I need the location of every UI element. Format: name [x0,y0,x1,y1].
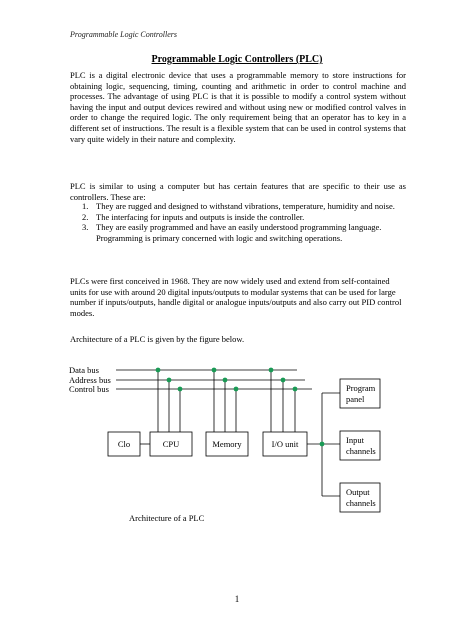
list-number: 3. [82,222,89,233]
junction-dot [212,368,217,373]
list-text: They are rugged and designed to withstand vibrations, temperature, humidity and noise. [96,201,395,211]
control-bus-label: Control bus [69,384,109,394]
running-header: Programmable Logic Controllers [70,30,177,39]
output-label-line1: Output [346,487,370,497]
program-label-line2: panel [346,394,365,404]
junction-dot [178,387,183,392]
page-title: Programmable Logic Controllers (PLC) [151,54,323,65]
memory-label: Memory [212,439,242,449]
junction-dot [269,368,274,373]
architecture-intro: Architecture of a PLC is given by the figure below. [70,334,245,344]
io-unit-label: I/O unit [271,439,299,449]
output-label-line2: channels [346,498,376,508]
list-number: 1. [82,201,89,211]
program-label-line1: Program [346,383,376,393]
input-label-line1: Input [346,435,364,445]
junction-dot [167,378,172,383]
figure-caption: Architecture of a PLC [129,513,205,523]
junction-dot [320,442,325,447]
page-number: 1 [234,594,240,604]
junction-dot [281,378,286,383]
history-paragraph: PLCs were first conceived in 1968. They are now widely used and extend from self-contained units for use with around 20 digital inputs/outputs to modular systems that can be used for large number if inputs/outputs, handle digital or analogue inputs/outputs and also carry out PID control modes. [70,276,402,318]
junction-dot [156,368,161,373]
clock-label: Clo [117,439,131,449]
junction-dot [223,378,228,383]
input-label-line2: channels [346,446,376,456]
intro-paragraph: PLC is a digital electronic device that uses a programmable memory to store instructions for obtaining logic, sequencing, timing, counting and arithmetic in order to control machine and processes. The advantage of using PLC is that it is possible to modify a control system without having the input and output devices rewired and without using new or modified control valves in order to change the required logic. The only requirement being that an operator has to key in a different set of instructions. The result is a flexible system that can be used in control systems that vary quite widely in their nature and complexity. [70,70,406,144]
list-text: The interfacing for inputs and outputs is inside the controller. [96,211,305,222]
cpu-label: CPU [162,439,180,449]
list-text: They are easily programmed and have an easily understood programming language. Programming is primary concerned with logic and switching operations. [96,222,382,243]
bus-junctions [156,368,325,447]
list-number: 2. [82,211,89,222]
junction-dot [234,387,239,392]
similar-paragraph: PLC is similar to using a computer but has certain features that are specific to their use as controllers. These are: [70,181,406,202]
address-bus-label: Address bus [69,375,111,385]
data-bus-label: Data bus [69,365,99,375]
junction-dot [293,387,298,392]
